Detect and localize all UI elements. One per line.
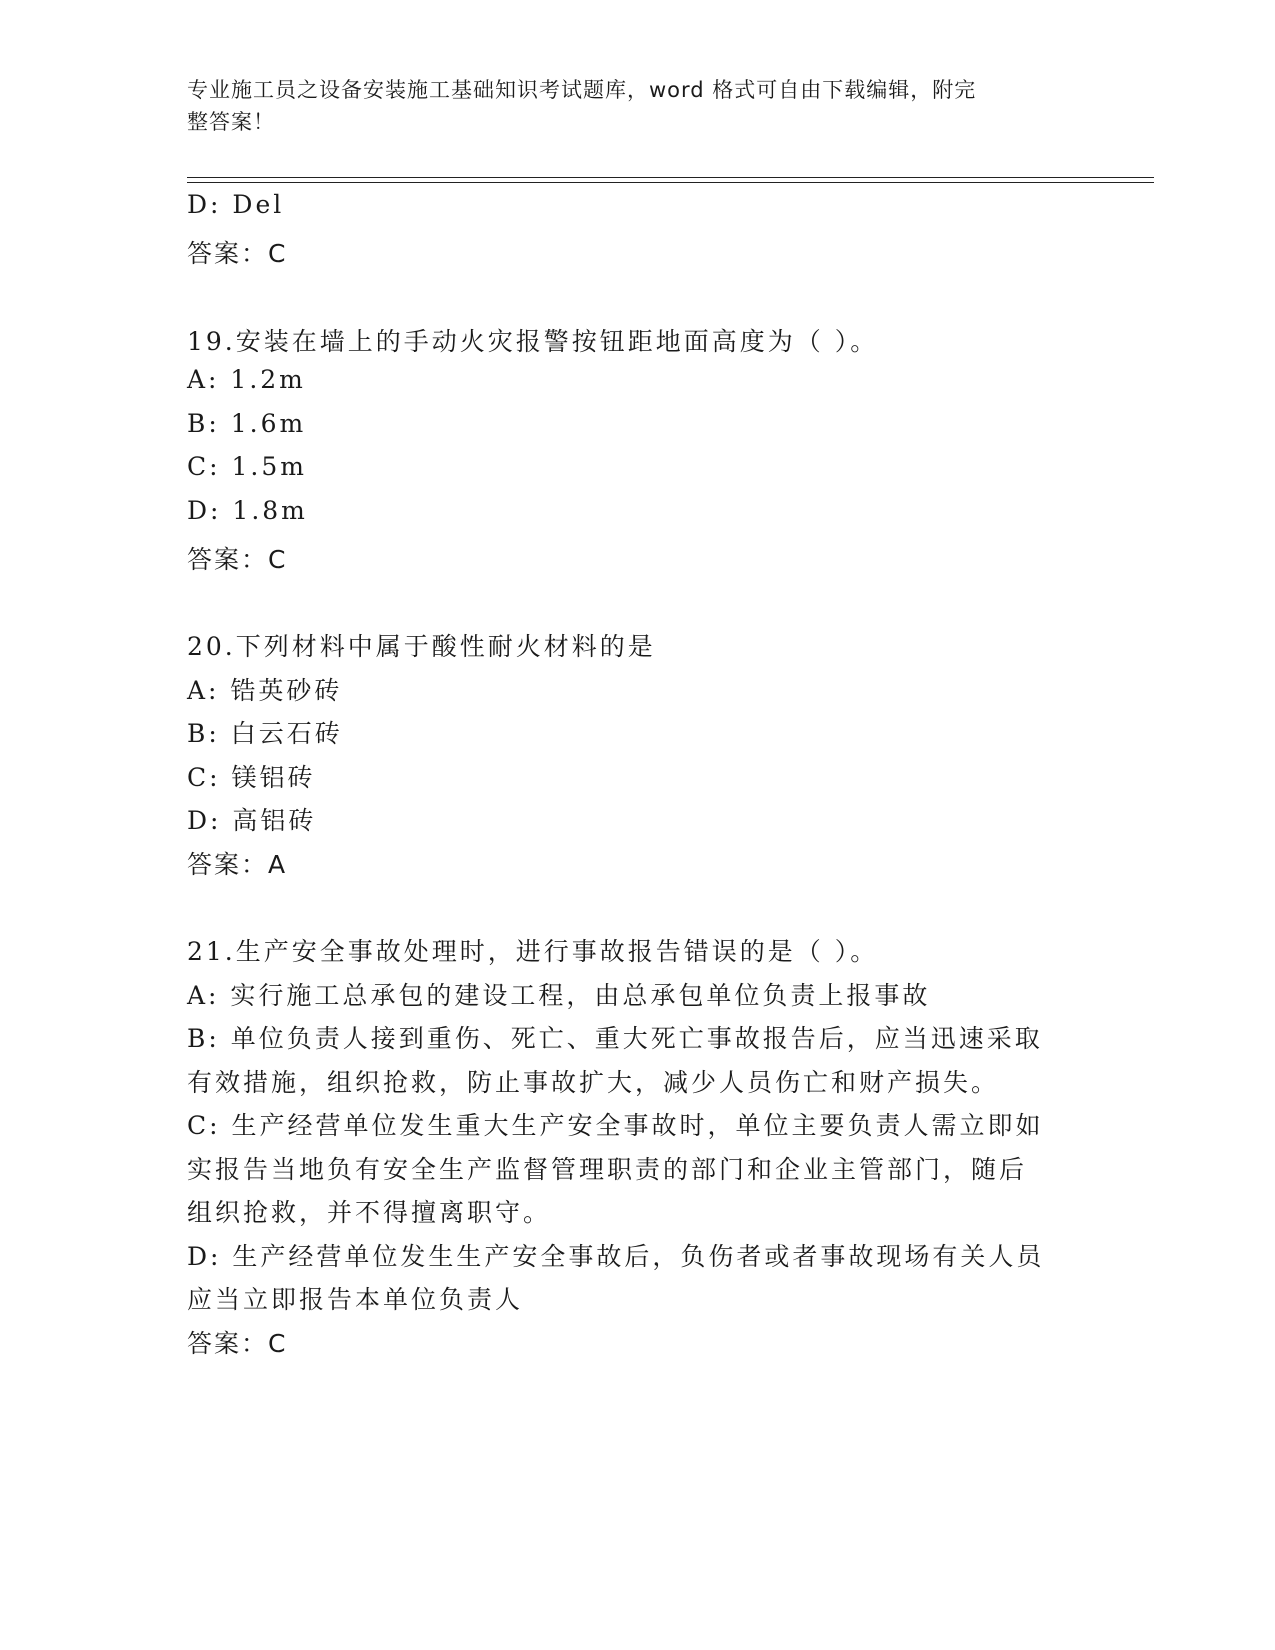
q21-stem: 21.生产安全事故处理时，进行事故报告错误的是（ ）。 [187,937,879,966]
header-line-2: 整答案！ [187,110,275,134]
q21-option-d-line-2: 应当立即报告本单位负责人 [187,1285,524,1314]
prev-option-d: D: Del [187,190,285,219]
q19-option-a: A: 1.2m [187,365,306,394]
q21-option-b-line-1: B: 单位负责人接到重伤、死亡、重大死亡事故报告后，应当迅速采取 [187,1024,1043,1053]
q21-option-a: A: 实行施工总承包的建设工程，由总承包单位负责上报事故 [187,981,931,1010]
header-line-1: 专业施工员之设备安装施工基础知识考试题库，word 格式可自由下载编辑，附完 [187,78,977,102]
q21-option-c-line-2: 实报告当地负有安全生产监督管理职责的部门和企业主管部门，随后 [187,1155,1028,1184]
q21-answer: 答案：C [187,1329,288,1358]
q19-answer: 答案：C [187,545,288,574]
q20-stem: 20.下列材料中属于酸性耐火材料的是 [187,632,656,661]
page-header [187,74,1067,138]
q21-option-c-line-3: 组织抢救，并不得擅离职守。 [187,1198,552,1227]
q20-option-b: B: 白云石砖 [187,719,343,748]
q20-option-d: D: 高铝砖 [187,806,317,835]
q19-stem: 19.安装在墙上的手动火灾报警按钮距地面高度为（ ）。 [187,327,879,356]
q19-option-b: B: 1.6m [187,409,307,438]
header-divider-bottom [187,182,1154,183]
q21-option-d-line-1: D: 生产经营单位发生生产安全事故后，负伤者或者事故现场有关人员 [187,1242,1045,1271]
q21-option-b-line-2: 有效措施，组织抢救，防止事故扩大，减少人员伤亡和财产损失。 [187,1068,1000,1097]
q20-answer: 答案：A [187,850,288,879]
q21-option-c-line-1: C: 生产经营单位发生重大生产安全事故时，单位主要负责人需立即如 [187,1111,1044,1140]
q20-option-a: A: 锆英砂砖 [187,676,343,705]
q20-option-c: C: 镁铝砖 [187,763,316,792]
header-divider-top [187,177,1154,178]
prev-answer: 答案：C [187,239,288,268]
q19-option-d: D: 1.8m [187,496,308,525]
q19-option-c: C: 1.5m [187,452,307,481]
